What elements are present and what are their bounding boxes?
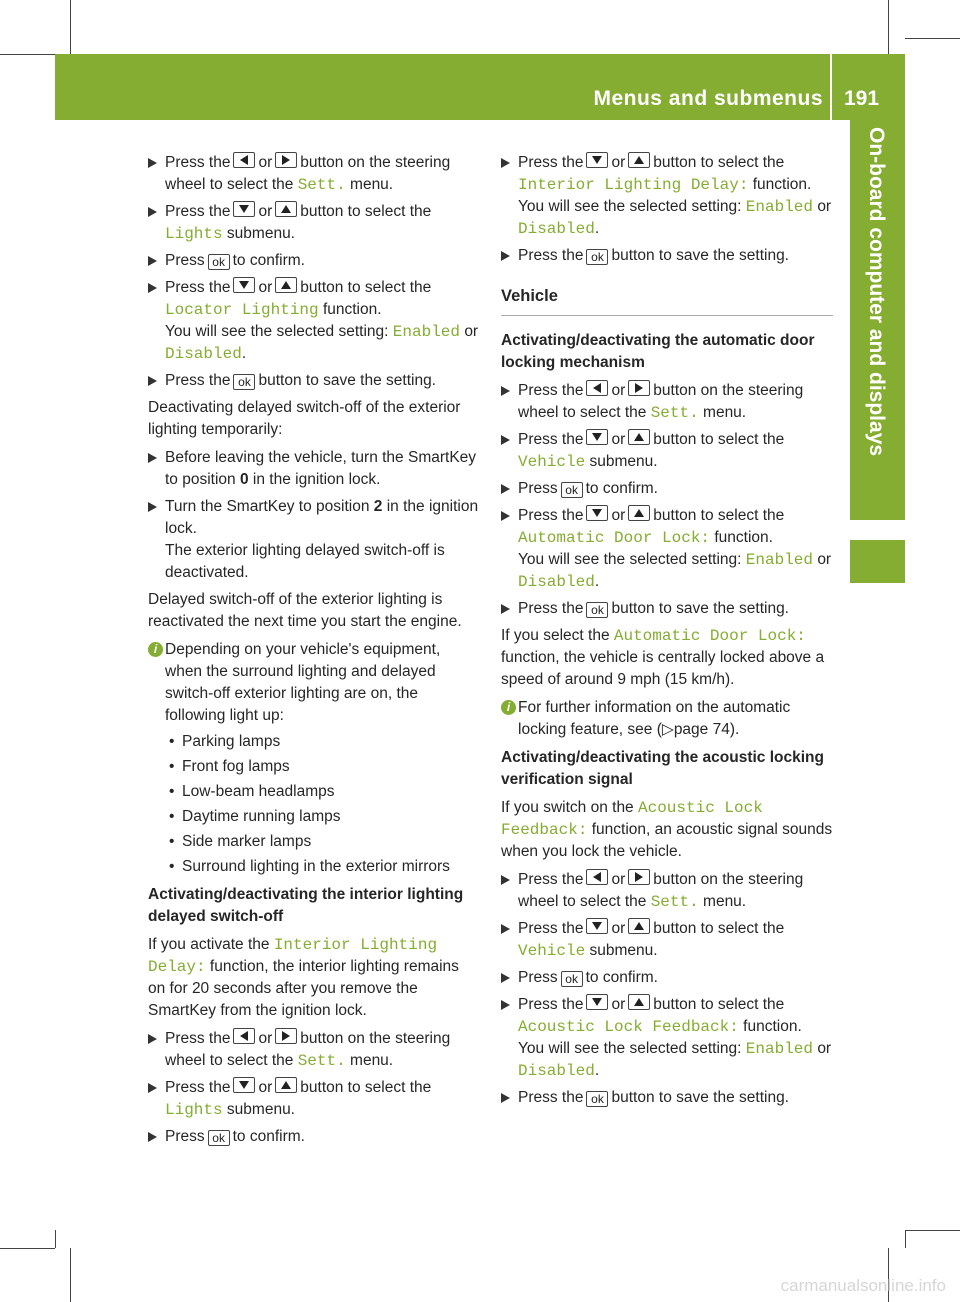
step-arrow-icon (501, 511, 510, 521)
right-column (501, 152, 833, 1114)
step: Press the or button to select the Vehicle submenu. (501, 918, 833, 962)
step-arrow-icon (148, 1034, 157, 1044)
step: Press the ok button to save the setting. (148, 370, 480, 392)
step: Press the or button to select the Interior Lighting Delay: function. You will see the selected setting: Enabled or Disabled. (501, 152, 833, 240)
step-arrow-icon (501, 251, 510, 261)
page-reference-icon: ▷ (661, 721, 674, 738)
left-arrow-key-icon (586, 869, 608, 885)
subheading: Activating/deactivating the interior lighting delayed switch-off (148, 886, 464, 925)
ok-key-icon: ok (561, 971, 583, 987)
down-arrow-key-icon (233, 277, 255, 293)
side-tab-marker (850, 540, 905, 583)
bullet-list (165, 731, 480, 878)
step: Press the or button on the steering wheel to select the Sett. menu. (148, 152, 480, 196)
page-number: 191 (844, 87, 880, 110)
step-arrow-icon (501, 924, 510, 934)
step: Press the ok button to save the setting. (501, 1087, 833, 1109)
step: Press the or button to select the Lights submenu. (148, 201, 480, 245)
down-arrow-key-icon (233, 1077, 255, 1093)
ok-key-icon: ok (233, 374, 255, 390)
step-arrow-icon (501, 1093, 510, 1103)
down-arrow-key-icon (586, 152, 608, 168)
right-arrow-key-icon (275, 152, 297, 168)
step-arrow-icon (501, 875, 510, 885)
step: Press the or button to select the Vehicle submenu. (501, 429, 833, 473)
crop-mark (905, 1230, 906, 1248)
info-icon: i (148, 642, 163, 657)
paragraph: Delayed switch-off of the exterior lighting is reactivated the next time you start the engine. (148, 591, 462, 630)
right-arrow-key-icon (628, 869, 650, 885)
down-arrow-key-icon (586, 994, 608, 1010)
crop-mark (0, 1248, 55, 1249)
step-arrow-icon (501, 484, 510, 494)
up-arrow-key-icon (628, 429, 650, 445)
up-arrow-key-icon (628, 505, 650, 521)
up-arrow-key-icon (628, 994, 650, 1010)
header-band (55, 54, 905, 120)
down-arrow-key-icon (233, 201, 255, 217)
watermark: carmanualsonline.info (780, 1276, 946, 1295)
step-arrow-icon (148, 376, 157, 386)
step: Press the or button to select the Locator Lighting function. You will see the selected setting: Enabled or Disabled. (148, 277, 480, 365)
step: Press ok to confirm. (501, 478, 833, 500)
up-arrow-key-icon (275, 277, 297, 293)
down-arrow-key-icon (586, 505, 608, 521)
right-arrow-key-icon (275, 1028, 297, 1044)
left-arrow-key-icon (586, 380, 608, 396)
step: Press ok to confirm. (148, 250, 480, 272)
header-separator (830, 54, 832, 120)
subheading: Activating/deactivating the automatic door locking mechanism (501, 332, 815, 371)
step-arrow-icon (501, 158, 510, 168)
paragraph: If you select the Automatic Door Lock: function, the vehicle is centrally locked above a speed of around 9 mph (15 km/h). (501, 627, 825, 688)
step: Press the ok button to save the setting. (501, 598, 833, 620)
ok-key-icon: ok (586, 1091, 608, 1107)
step-arrow-icon (501, 435, 510, 445)
crop-mark (905, 38, 960, 39)
paragraph: If you activate the Interior Lighting Delay: function, the interior lighting remains on for 20 seconds after you remove the SmartKey from the ignition lock. (148, 936, 459, 1019)
page-title: Menus and submenus (593, 87, 823, 110)
list-item: • Low-beam headlamps (165, 781, 480, 803)
step-arrow-icon (501, 604, 510, 614)
step: Press the or button on the steering wheel to select the Sett. menu. (148, 1028, 480, 1072)
step: Press the or button on the steering wheel to select the Sett. menu. (501, 869, 833, 913)
step-arrow-icon (501, 973, 510, 983)
ok-key-icon: ok (586, 249, 608, 265)
step-arrow-icon (148, 1083, 157, 1093)
crop-mark (905, 1230, 960, 1231)
step-arrow-icon (148, 453, 157, 463)
info-note: i Depending on your vehicle's equipment, when the surround lighting and delayed switch-off exterior lighting are on, the following light up: • Parking lamps • Front fog lamps • Low-beam headlamps • Daytime running lamps • Side marker lamps • Surround lighting in the exterior mirrors (148, 639, 480, 878)
up-arrow-key-icon (628, 152, 650, 168)
left-arrow-key-icon (233, 1028, 255, 1044)
down-arrow-key-icon (586, 918, 608, 934)
ok-key-icon: ok (586, 602, 608, 618)
down-arrow-key-icon (586, 429, 608, 445)
up-arrow-key-icon (275, 201, 297, 217)
step-arrow-icon (501, 386, 510, 396)
up-arrow-key-icon (275, 1077, 297, 1093)
paragraph: If you switch on the Acoustic Lock Feedback: function, an acoustic signal sounds when you lock the vehicle. (501, 799, 833, 860)
crop-mark (0, 54, 55, 55)
step-arrow-icon (148, 1132, 157, 1142)
ok-key-icon: ok (208, 254, 230, 270)
step-arrow-icon (148, 256, 157, 266)
step: Turn the SmartKey to position 2 in the ignition lock. The exterior lighting delayed switch-off is deactivated. (148, 496, 480, 584)
step: Press the ok button to save the setting. (501, 245, 833, 267)
list-item: • Side marker lamps (165, 831, 480, 853)
step: Before leaving the vehicle, turn the SmartKey to position 0 in the ignition lock. (148, 447, 480, 491)
ok-key-icon: ok (208, 1130, 230, 1146)
crop-mark (888, 0, 889, 54)
side-tab (850, 120, 905, 520)
right-arrow-key-icon (628, 380, 650, 396)
step: Press the or button to select the Lights submenu. (148, 1077, 480, 1121)
step-arrow-icon (148, 207, 157, 217)
section-heading: Vehicle (501, 285, 833, 316)
step: Press the or button to select the Automatic Door Lock: function. You will see the selected setting: Enabled or Disabled. (501, 505, 833, 593)
left-arrow-key-icon (233, 152, 255, 168)
crop-mark (55, 1230, 56, 1248)
step: Press the or button on the steering wheel to select the Sett. menu. (501, 380, 833, 424)
info-icon: i (501, 700, 516, 715)
ok-key-icon: ok (561, 482, 583, 498)
info-note: i For further information on the automatic locking feature, see (▷page 74). (501, 697, 833, 741)
step-arrow-icon (148, 158, 157, 168)
list-item: • Parking lamps (165, 731, 480, 753)
crop-mark (70, 0, 71, 54)
step: Press ok to confirm. (148, 1126, 480, 1148)
paragraph: Deactivating delayed switch-off of the exterior lighting temporarily: (148, 399, 461, 438)
step-arrow-icon (501, 1000, 510, 1010)
step-arrow-icon (148, 502, 157, 512)
list-item: • Surround lighting in the exterior mirrors (165, 856, 480, 878)
subheading: Activating/deactivating the acoustic locking verification signal (501, 749, 824, 788)
up-arrow-key-icon (628, 918, 650, 934)
step: Press ok to confirm. (501, 967, 833, 989)
step: Press the or button to select the Acoustic Lock Feedback: function. You will see the selected setting: Enabled or Disabled. (501, 994, 833, 1082)
crop-mark (70, 1248, 71, 1302)
step-arrow-icon (148, 283, 157, 293)
list-item: • Daytime running lamps (165, 806, 480, 828)
list-item: • Front fog lamps (165, 756, 480, 778)
side-tab-label: On-board computer and displays (865, 127, 888, 457)
left-column (148, 152, 480, 1153)
